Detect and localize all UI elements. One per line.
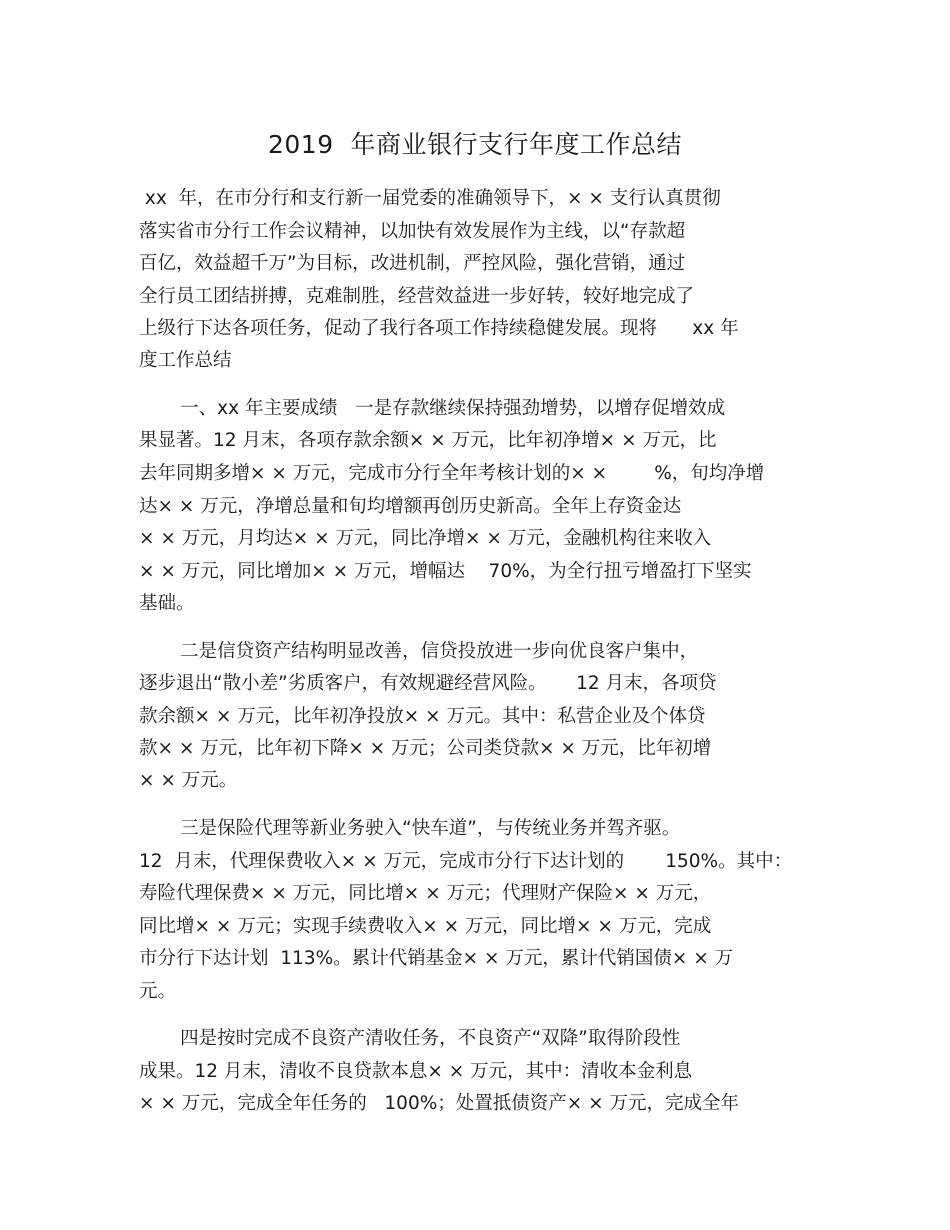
paragraph-4-line-2: 12 月末，代理保费收入× × 万元，完成市分行下达计划的 150%。其中： — [139, 851, 793, 872]
document-title: 2019 年商业银行支行年度工作总结 — [267, 130, 683, 159]
paragraph-2-line-4: 达× × 万元，净增总量和旬均增额再创历史新高。全年上存资金达 — [139, 496, 682, 517]
paragraph-1-line-2: 落实省市分行工作会议精神，以加快有效发展作为主线，以“存款超 — [139, 221, 686, 242]
paragraph-4-line-5: 市分行下达计划 113%。累计代销基金× × 万元，累计代销国债× × 万 — [139, 948, 734, 969]
paragraph-3-line-4: 款× × 万元，比年初下降× × 万元；公司类贷款× × 万元，比年初增 — [139, 738, 712, 759]
paragraph-1-line-1: xx 年，在市分行和支行新一届党委的准确领导下，× × 支行认真贯彻 — [139, 188, 721, 209]
paragraph-2-line-6: × × 万元，同比增加× × 万元，增幅达 70%，为全行扭亏增盈打下坚实 — [139, 561, 752, 582]
paragraph-2-line-2: 果显著。12 月末，各项存款余额× × 万元，比年初净增× × 万元，比 — [139, 430, 717, 451]
paragraph-3-line-5: × × 万元。 — [139, 770, 238, 791]
paragraph-3-line-1: 二是信贷资产结构明显改善，信贷投放进一步向优良客户集中， — [139, 641, 699, 662]
paragraph-4-line-3: 寿险代理保费× × 万元，同比增× × 万元；代理财产保险× × 万元， — [139, 883, 712, 904]
paragraph-2-line-7: 基础。 — [139, 593, 195, 614]
paragraph-1-line-5: 上级行下达各项任务，促动了我行各项工作持续稳健发展。现将 xx 年 — [139, 318, 739, 339]
paragraph-3-line-3: 款余额× × 万元，比年初净投放× × 万元。其中：私营企业及个体贷 — [139, 706, 706, 727]
paragraph-2-line-1: 一、xx 年主要成绩 一是存款继续保持强劲增势，以增存促增效成 — [139, 398, 726, 419]
paragraph-4-line-6: 元。 — [139, 981, 177, 1002]
paragraph-2-line-3: 去年同期多增× × 万元，完成市分行全年考核计划的× × %，旬均净增 — [139, 463, 765, 484]
paragraph-1-line-4: 全行员工团结拼搏，克难制胜，经营效益进一步好转，较好地完成了 — [139, 286, 695, 307]
paragraph-1-line-6: 度工作总结 — [139, 350, 232, 371]
paragraph-4-line-1: 三是保险代理等新业务驶入“快车道”，与传统业务并驾齐驱。 — [139, 818, 681, 839]
paragraph-2-line-5: × × 万元，月均达× × 万元，同比净增× × 万元，金融机构往来收入 — [139, 528, 712, 549]
paragraph-5-line-3: × × 万元，完成全年任务的 100%；处置抵债资产× × 万元，完成全年 — [139, 1093, 740, 1114]
paragraph-1-line-3: 百亿，效益超千万”为目标，改进机制，严控风险，强化营销，通过 — [139, 253, 686, 274]
paragraph-4-line-4: 同比增× × 万元；实现手续费收入× × 万元，同比增× × 万元，完成 — [139, 916, 712, 937]
paragraph-3-line-2: 逐步退出“散小差”劣质客户，有效规避经营风险。 12 月末，各项贷 — [139, 673, 717, 694]
paragraph-5-line-1: 四是按时完成不良资产清收任务，不良资产“双降”取得阶段性 — [139, 1028, 681, 1049]
paragraph-5-line-2: 成果。12 月末，清收不良贷款本息× × 万元，其中：清收本金利息 — [139, 1061, 693, 1082]
